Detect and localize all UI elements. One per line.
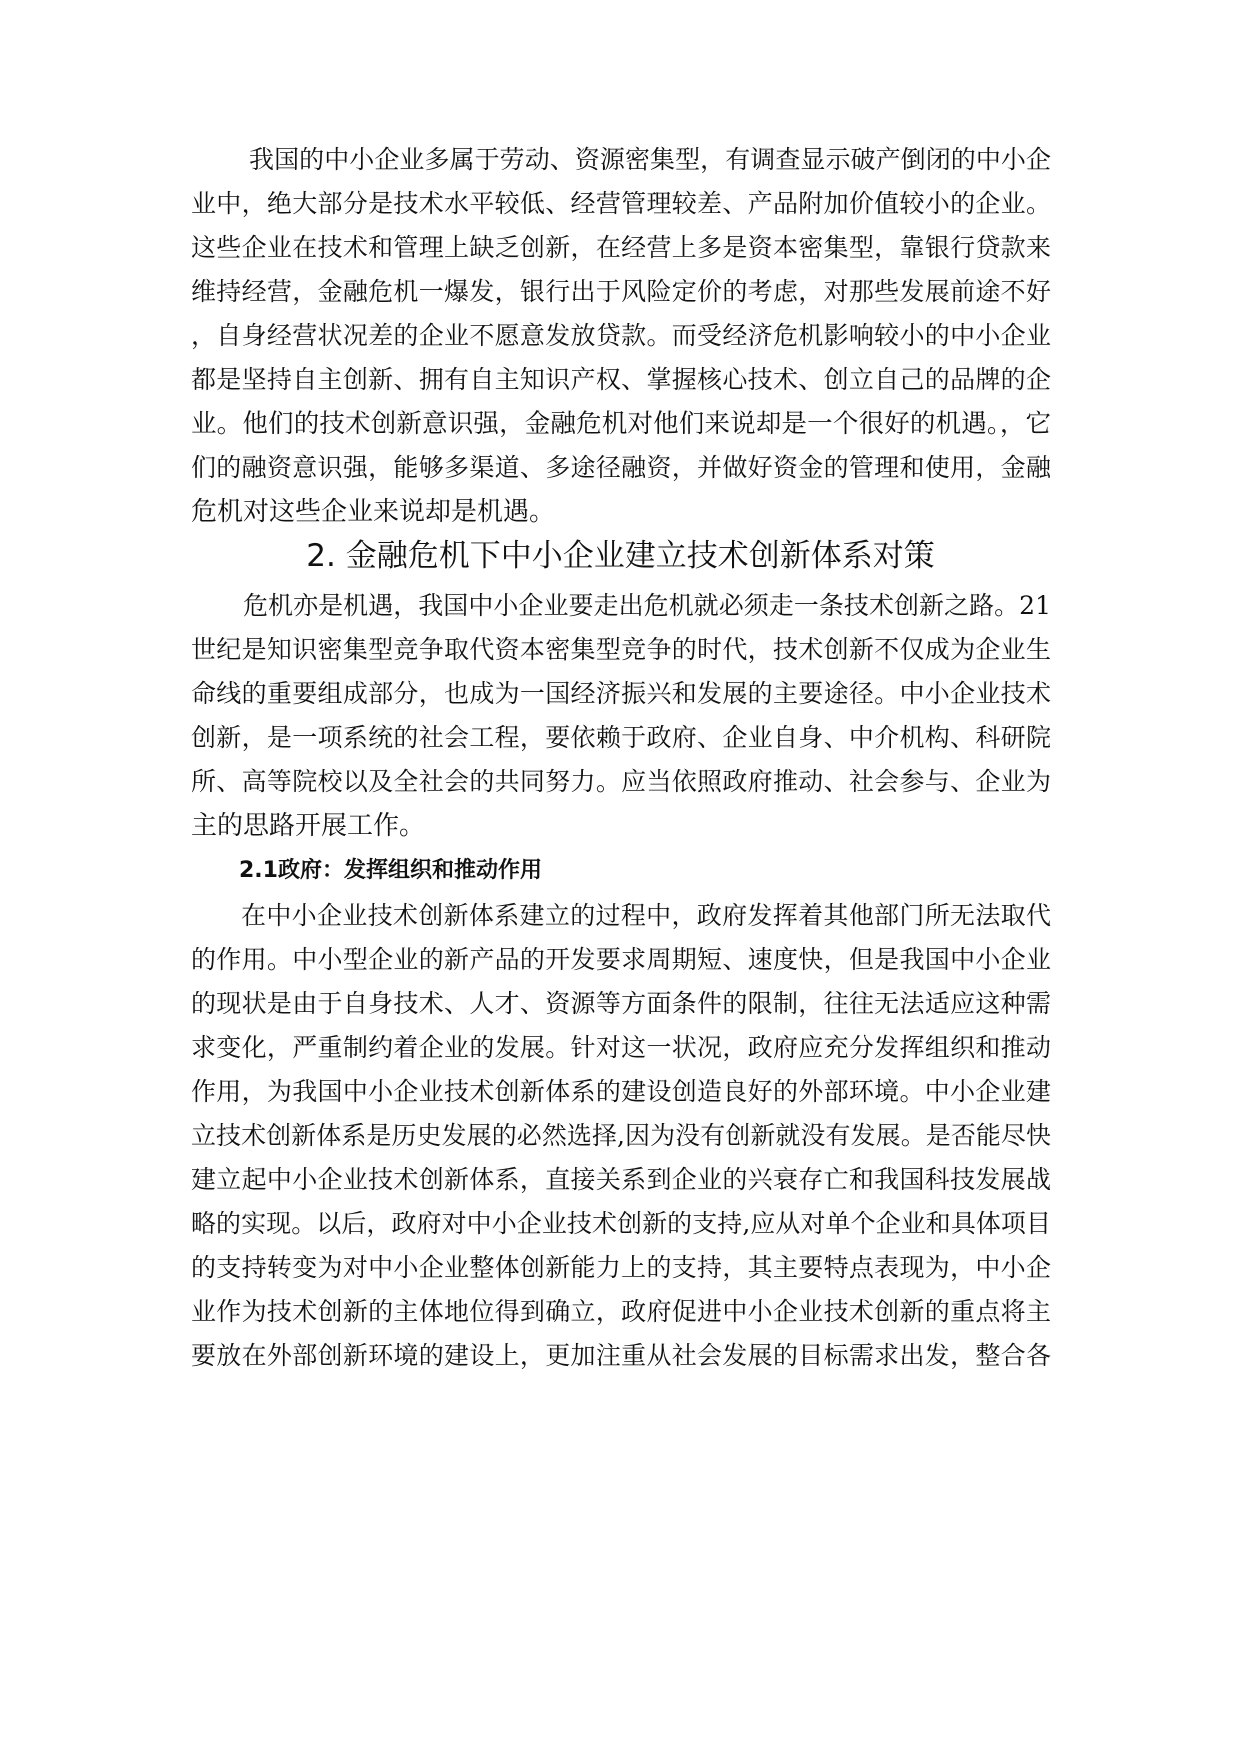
paragraph-line: 们的融资意识强，能够多渠道、多途径融资，并做好资金的管理和使用，金融 [191, 453, 1051, 482]
paragraph-line: 求变化，严重制约着企业的发展。针对这一状况，政府应充分发挥组织和推动 [191, 1033, 1051, 1062]
paragraph-line: 在中小企业技术创新体系建立的过程中，政府发挥着其他部门所无法取代 [241, 901, 1051, 930]
paragraph-line: 都是坚持自主创新、拥有自主知识产权、掌握核心技术、创立自己的品牌的企 [191, 365, 1051, 394]
paragraph-line: 所、高等院校以及全社会的共同努力。应当依照政府推动、社会参与、企业为 [191, 767, 1051, 796]
paragraph-line: 立技术创新体系是历史发展的必然选择,因为没有创新就没有发展。是否能尽快 [191, 1121, 1051, 1150]
paragraph-line: 略的实现。以后，政府对中小企业技术创新的支持,应从对单个企业和具体项目 [191, 1209, 1051, 1238]
paragraph-line: 危机对这些企业来说却是机遇。 [191, 497, 556, 527]
paragraph-line: 主的思路开展工作。 [191, 811, 426, 841]
paragraph-line: 危机亦是机遇，我国中小企业要走出危机就必须走一条技术创新之路。21 [243, 591, 1051, 620]
paragraph-line: 业作为技术创新的主体地位得到确立，政府促进中小企业技术创新的重点将主 [191, 1297, 1051, 1326]
paragraph-line: 的现状是由于自身技术、人才、资源等方面条件的限制，往往无法适应这种需 [191, 989, 1051, 1018]
paragraph-line: 创新，是一项系统的社会工程，要依赖于政府、企业自身、中介机构、科研院 [191, 723, 1051, 752]
paragraph-line: 业。他们的技术创新意识强，金融危机对他们来说却是一个很好的机遇。，它 [191, 409, 1051, 439]
section-heading: 2. 金融危机下中小企业建立技术创新体系对策 [306, 538, 935, 574]
paragraph-line: ，自身经营状况差的企业不愿意发放贷款。而受经济危机影响较小的中小企业 [191, 321, 1051, 350]
paragraph-line: 要放在外部创新环境的建设上，更加注重从社会发展的目标需求出发，整合各 [191, 1341, 1051, 1370]
paragraph-line: 世纪是知识密集型竞争取代资本密集型竞争的时代，技术创新不仅成为企业生 [191, 635, 1051, 664]
paragraph-line: 命线的重要组成部分，也成为一国经济振兴和发展的主要途径。中小企业技术 [191, 679, 1051, 708]
paragraph-line: 建立起中小企业技术创新体系，直接关系到企业的兴衰存亡和我国科技发展战 [191, 1165, 1051, 1194]
paragraph-line: 我国的中小企业多属于劳动、资源密集型，有调查显示破产倒闭的中小企 [249, 145, 1051, 174]
paragraph-line: 的作用。中小型企业的新产品的开发要求周期短、速度快，但是我国中小企业 [191, 945, 1051, 974]
paragraph-line: 维持经营，金融危机一爆发，银行出于风险定价的考虑，对那些发展前途不好 [191, 277, 1051, 306]
paragraph-line: 作用，为我国中小企业技术创新体系的建设创造良好的外部环境。中小企业建 [191, 1077, 1051, 1106]
paragraph-line: 业中，绝大部分是技术水平较低、经营管理较差、产品附加价值较小的企业。 [191, 189, 1051, 218]
paragraph-line: 的支持转变为对中小企业整体创新能力上的支持，其主要特点表现为，中小企 [191, 1253, 1051, 1282]
paragraph-line: 这些企业在技术和管理上缺乏创新，在经营上多是资本密集型，靠银行贷款来 [191, 233, 1051, 262]
subsection-heading: 2.1政府：发挥组织和推动作用 [239, 858, 542, 883]
